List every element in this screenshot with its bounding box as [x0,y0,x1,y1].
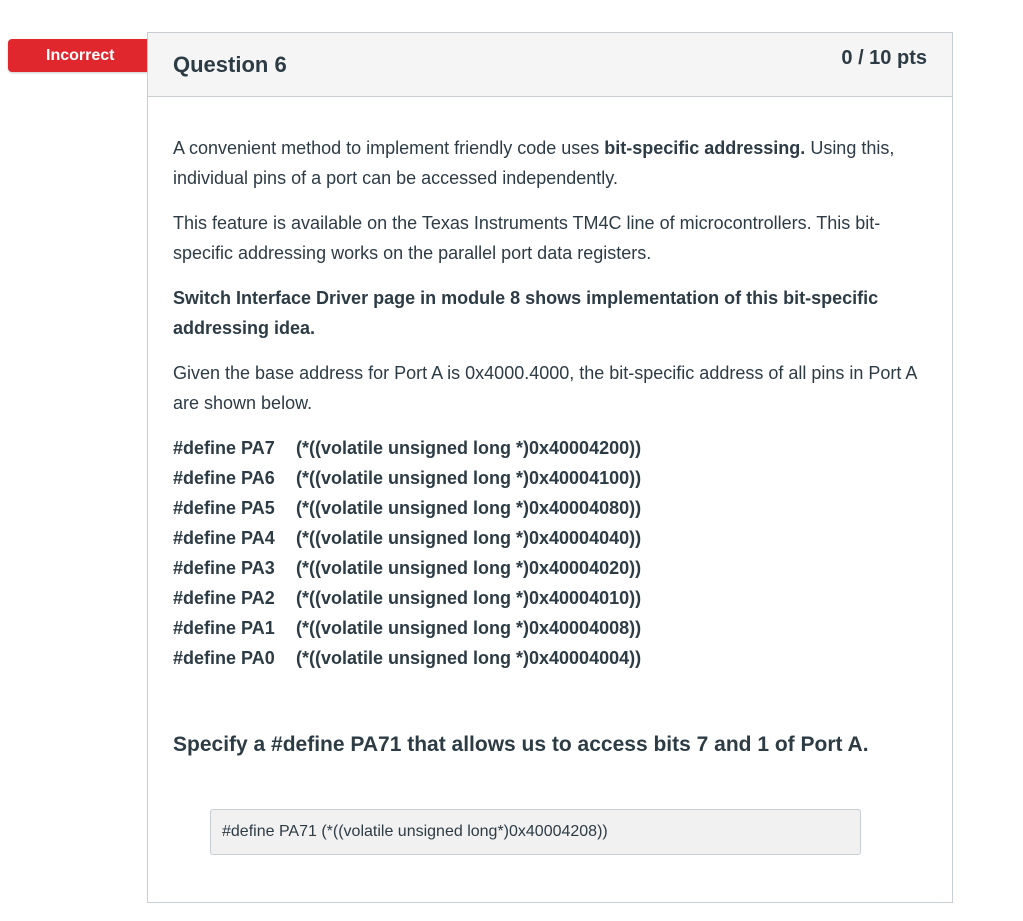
question-points: 0 / 10 pts [841,47,927,69]
define-value: (*((volatile unsigned long *)0x40004004)) [296,648,642,668]
paragraph-base-address: Given the base address for Port A is 0x4000.4000, the bit-specific address of all pins in Port A are shown below. [173,363,917,413]
answer-value: #define PA71 (*((volatile unsigned long*)0x40004208)) [222,823,608,840]
define-name: #define PA7 [173,438,275,458]
define-value: (*((volatile unsigned long *)0x40004200)) [296,438,642,458]
define-line [173,583,923,613]
status-label: Incorrect [46,47,115,64]
define-line [173,523,923,553]
paragraph-intro [173,133,923,193]
define-name: #define PA2 [173,588,275,608]
define-name: #define PA1 [173,618,275,638]
question-title: Question 6 [173,52,287,77]
define-name: #define PA0 [173,648,275,668]
define-value: (*((volatile unsigned long *)0x40004008)) [296,618,642,638]
define-value: (*((volatile unsigned long *)0x40004010)) [296,588,642,608]
question-card [147,32,953,903]
define-value: (*((volatile unsigned long *)0x40004080)) [296,498,642,518]
define-list [173,433,923,673]
define-value: (*((volatile unsigned long *)0x40004040)) [296,528,642,548]
intro-bold-term: bit-specific addressing. [604,138,806,158]
paragraph-reference [173,283,923,343]
define-value: (*((volatile unsigned long *)0x40004020)) [296,558,642,578]
define-name: #define PA6 [173,468,275,488]
define-line [173,463,923,493]
define-line [173,643,923,673]
incorrect-status-ribbon [8,39,156,72]
question-text [173,133,923,673]
question-header [148,33,952,97]
define-line [173,613,923,643]
define-line [173,553,923,583]
answer-field[interactable] [210,809,861,855]
define-name: #define PA3 [173,558,275,578]
paragraph-feature: This feature is available on the Texas Instruments TM4C line of microcontrollers. This bit-specific addressing works on the parallel port data registers. [173,213,881,263]
intro-text-start: A convenient method to implement friendly code uses [173,138,605,158]
reference-bold-text: Switch Interface Driver page in module 8 shows implementation of this bit-specific addressing idea. [173,288,879,338]
intro-text-end: Using this, individual pins of a port can be accessed independently. [173,138,895,188]
define-name: #define PA4 [173,528,275,548]
define-name: #define PA5 [173,498,275,518]
question-prompt: Specify a #define PA71 that allows us to access bits 7 and 1 of Port A. [173,733,869,756]
define-line [173,493,923,523]
define-line [173,433,923,463]
define-value: (*((volatile unsigned long *)0x40004100)) [296,468,642,488]
